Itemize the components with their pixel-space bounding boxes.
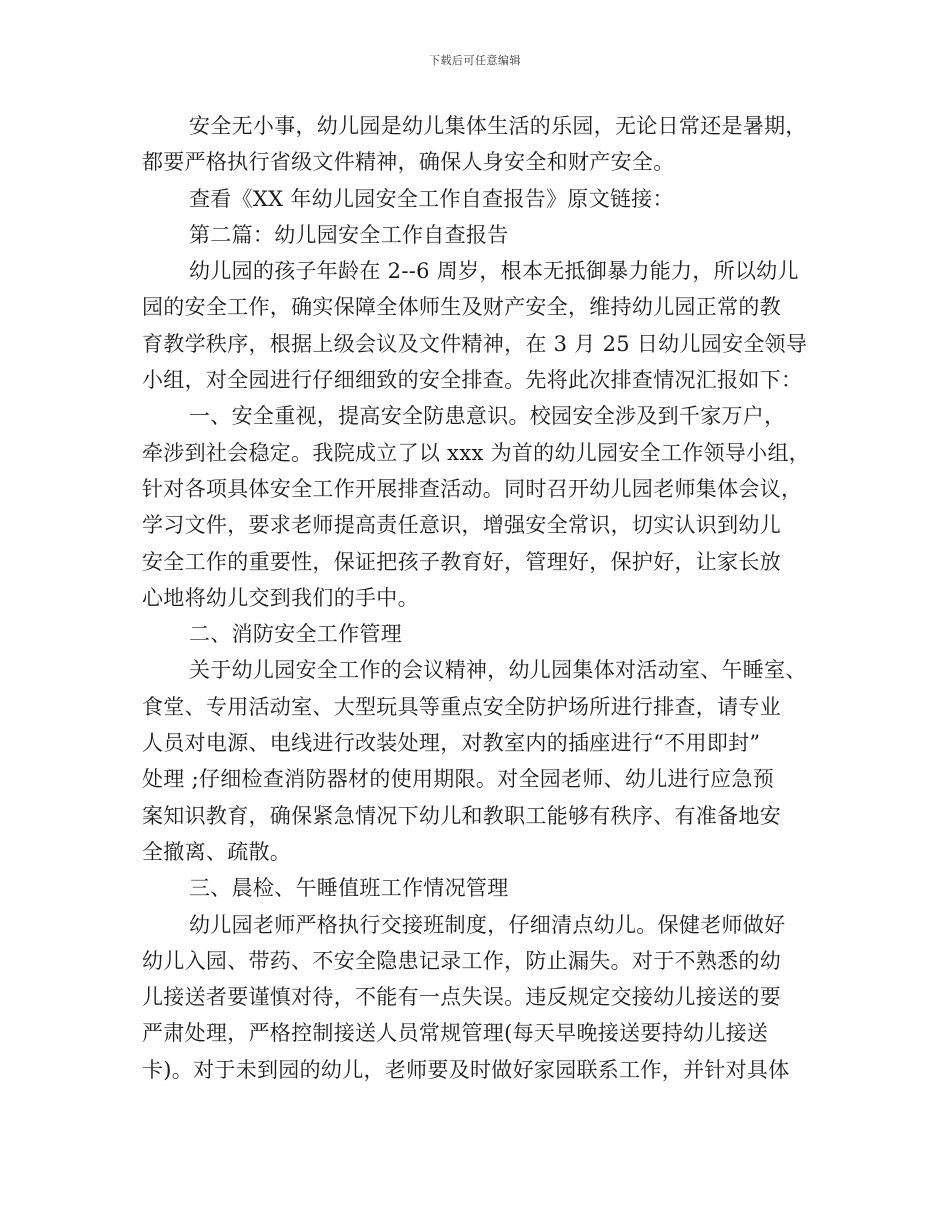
text-line: 全撤离、疏散。 <box>142 839 292 864</box>
text-line: 幼儿入园、带药、不安全隐患记录工作，防止漏失。对于不熟悉的幼 <box>142 948 781 973</box>
text-line: 卡)。对于未到园的幼儿，老师要及时做好家园联系工作，并针对具体 <box>142 1057 790 1082</box>
page-header: 下载后可任意编辑 <box>429 54 521 67</box>
section-heading: 三、晨检、午睡值班工作情况管理 <box>189 876 509 901</box>
text-line: 牵涉到社会稳定。我院成立了以 xxx 为首的幼儿园安全工作领导小组， <box>142 440 811 465</box>
text-line: 心地将幼儿交到我们的手中。 <box>142 585 419 610</box>
text-line: 都要严格执行省级文件精神，确保人身安全和财产安全。 <box>142 150 675 175</box>
text-line: 学习文件，要求老师提高责任意识，增强安全常识，切实认识到幼儿 <box>142 513 781 538</box>
text-line: 小组，对全园进行仔细细致的安全排查。先将此次排查情况汇报如下： <box>142 368 803 393</box>
text-line: 儿接送者要谨慎对待，不能有一点失误。违反规定交接幼儿接送的要 <box>142 985 781 1010</box>
text-line: 安全无小事，幼儿园是幼儿集体生活的乐园，无论日常还是暑期， <box>189 114 807 138</box>
text-line: 处理 ;仔细检查消防器材的使用期限。对全园老师、幼儿进行应急预 <box>142 767 775 792</box>
text-line: 园的安全工作，确实保障全体师生及财产安全，维持幼儿园正常的教 <box>142 295 781 320</box>
section-heading: 第二篇：幼儿园安全工作自查报告 <box>189 222 509 247</box>
text-line: 安全工作的重要性，保证把孩子教育好，管理好，保护好，让家长放 <box>142 549 781 574</box>
text-line: 食堂、专用活动室、大型玩具等重点安全防护场所进行排查，请专业 <box>142 694 781 719</box>
text-line: 育教学秩序，根据上级会议及文件精神，在 3 月 25 日幼儿园安全领导 <box>142 331 808 356</box>
text-line: 针对各项具体安全工作开展排查活动。同时召开幼儿园老师集体会议， <box>142 476 803 501</box>
text-line: 案知识教育，确保紧急情况下幼儿和教职工能够有秩序、有准备地安 <box>142 803 781 828</box>
text-line: 关于幼儿园安全工作的会议精神，幼儿园集体对活动室、午睡室、 <box>189 658 807 683</box>
document-body <box>142 108 811 1088</box>
section-heading: 一、安全重视，提高安全防患意识。校园安全涉及到千家万户， <box>189 404 786 429</box>
text-line: 查看《XX 年幼儿园安全工作自查报告》原文链接： <box>189 186 674 211</box>
section-heading: 二、消防安全工作管理 <box>189 622 402 647</box>
text-line: 严肃处理，严格控制接送人员常规管理(每天早晚接送要持幼儿接送 <box>142 1021 769 1046</box>
text-line: 幼儿园的孩子年龄在 2--6 周岁，根本无抵御暴力能力，所以幼儿 <box>189 259 799 284</box>
text-line: 人员对电源、电线进行改装处理，对教室内的插座进行“不用即封” <box>142 731 761 756</box>
text-line: 幼儿园老师严格执行交接班制度，仔细清点幼儿。保健老师做好 <box>189 912 786 937</box>
